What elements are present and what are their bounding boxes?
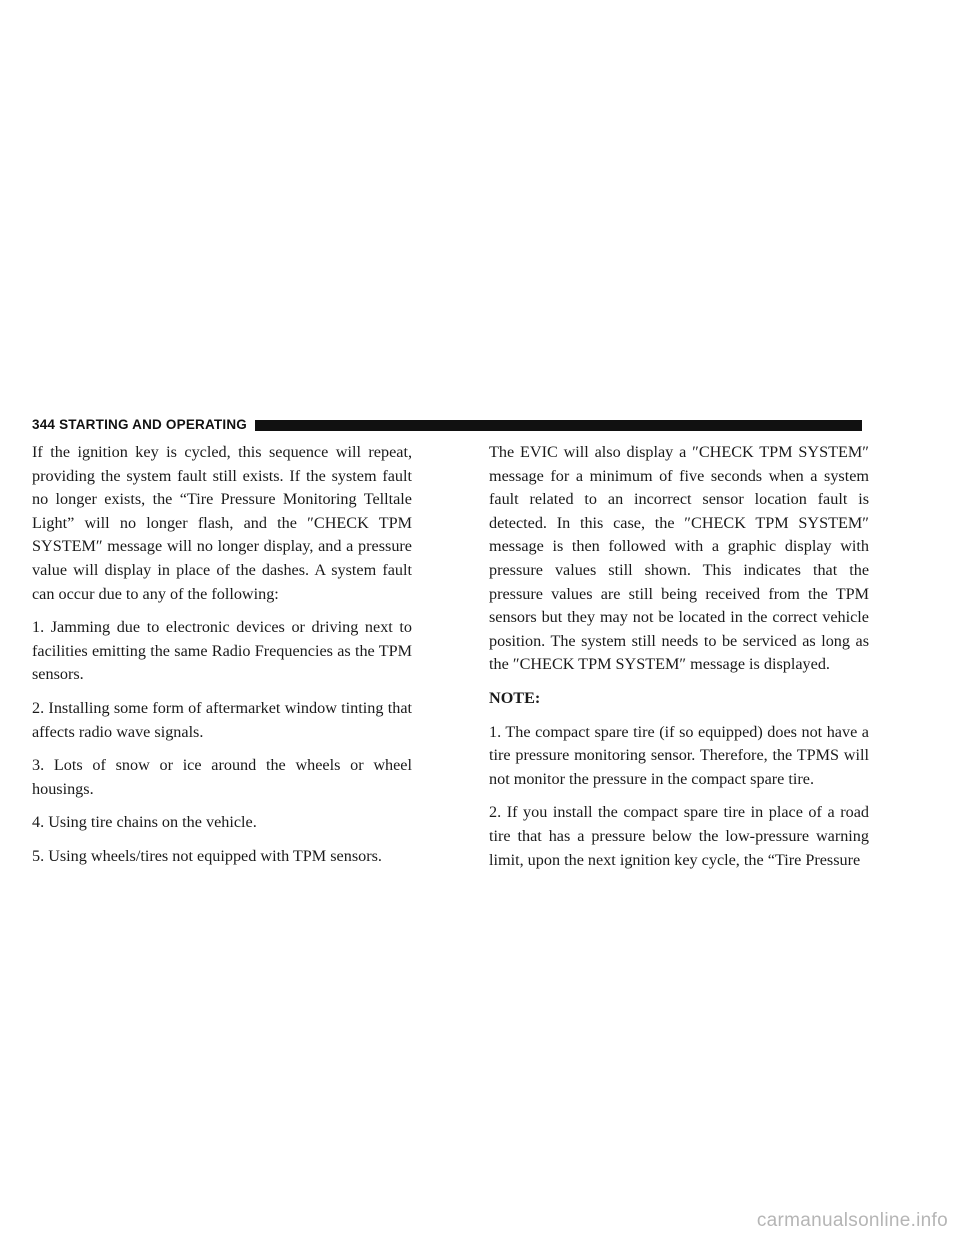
list-item-wheels-no-sensors: 5. Using wheels/tires not equipped with TPM sensors.: [32, 846, 382, 865]
note-item-compact-spare: 1. The compact spare tire (if so equipped) does not have a tire pressure monitoring sensor. Therefore, the TPMS will not monitor the pressure in the compact spare tire.: [489, 722, 869, 788]
watermark: carmanualsonline.info: [756, 1210, 948, 1231]
header-rule: [255, 420, 862, 431]
list-item-snow-ice: 3. Lots of snow or ice around the wheels or wheel housings.: [32, 756, 412, 798]
right-column: [489, 441, 869, 882]
note-item-install-spare: 2. If you install the compact spare tire in place of a road tire that has a pressure below the low-pressure warning limit, upon the next ignition key cycle, the “Tire Pressure: [489, 803, 869, 869]
list-item-jamming: 1. Jamming due to electronic devices or driving next to facilities emitting the same Radio Frequencies as the TPM sensors.: [32, 618, 412, 684]
list-item-window-tinting: 2. Installing some form of aftermarket window tinting that affects radio wave signals.: [32, 698, 412, 741]
list-item-tire-chains: 4. Using tire chains on the vehicle.: [32, 813, 257, 832]
paragraph-evic-display: The EVIC will also display a ″CHECK TPM SYSTEM″ message for a minimum of five seconds when a system fault related to an incorrect sensor location fault is detected. In this case, the ″CHECK TPM SYSTEM″ message is then followed with a graphic display with pressure values still shown. This indicates that the pressure values are still being received from the TPM sensors but they may not be located in the correct vehicle position. The system still needs to be serviced as long as the ″CHECK TPM SYSTEM″ message is displayed.: [489, 443, 869, 674]
note-label: NOTE:: [489, 688, 541, 707]
page-header: [32, 417, 862, 433]
left-column: [32, 441, 412, 879]
page-number-title: 344 STARTING AND OPERATING: [32, 417, 247, 432]
paragraph-system-fault: If the ignition key is cycled, this sequence will repeat, providing the system fault still exists. If the system fault no longer exists, the “Tire Pressure Monitoring Telltale Light” will no longer flash, and the ″CHECK TPM SYSTEM″ message will no longer display, and a pressure value will display in place of the dashes. A system fault can occur due to any of the following:: [32, 443, 412, 603]
